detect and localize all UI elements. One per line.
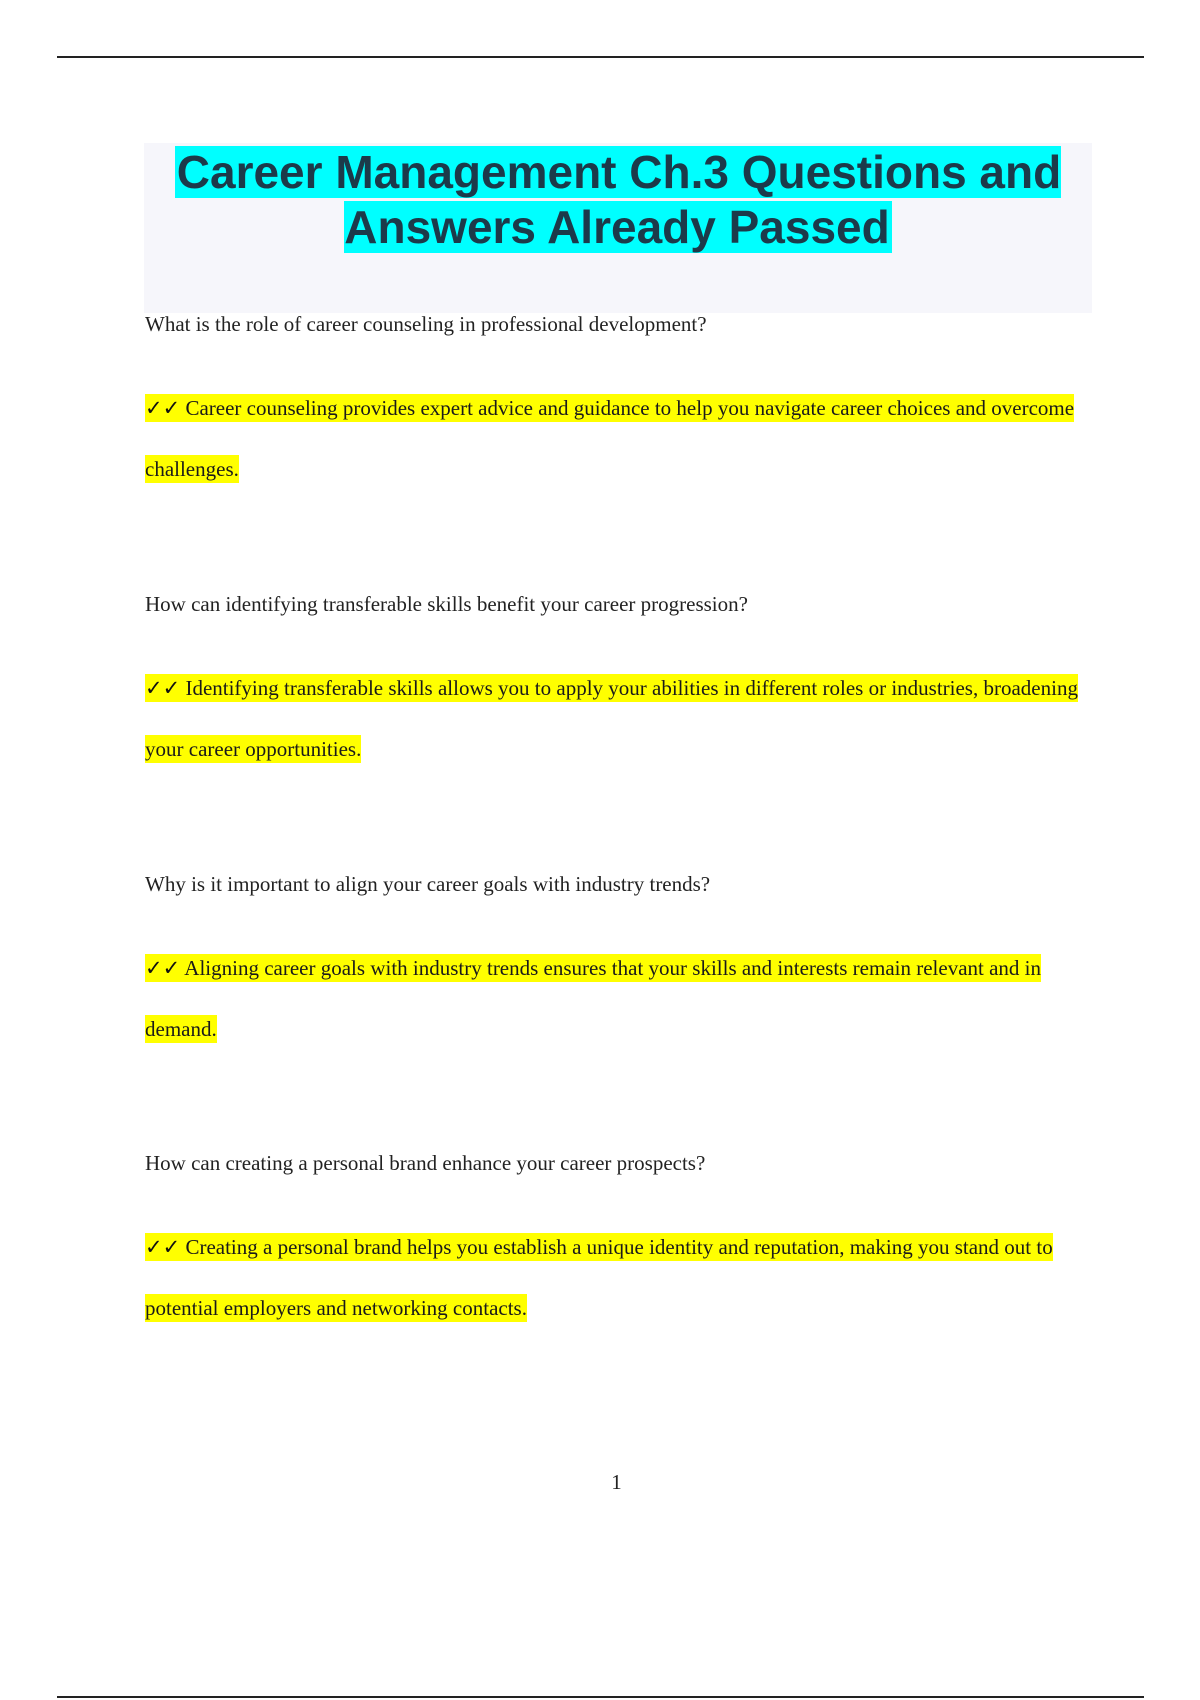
qa-item-4	[145, 1149, 1085, 1339]
check-icon: ✓✓	[145, 396, 181, 420]
answer-4	[145, 1217, 1085, 1339]
question-4: How can creating a personal brand enhance your career prospects?	[145, 1151, 706, 1175]
qa-item-2	[145, 590, 1085, 780]
top-rule	[57, 56, 1144, 58]
page-number: 1	[611, 1470, 622, 1494]
document-title-text: Career Management Ch.3 Questions and Answers Already Passed	[176, 146, 1062, 253]
qa-item-3	[145, 870, 1085, 1060]
qa-item-1	[145, 310, 1085, 500]
answer-3	[145, 938, 1085, 1060]
check-icon: ✓✓	[145, 956, 181, 980]
bottom-rule	[57, 1696, 1144, 1698]
question-1: What is the role of career counseling in professional development?	[145, 312, 707, 336]
question-3: Why is it important to align your career goals with industry trends?	[145, 872, 711, 896]
check-icon: ✓✓	[145, 676, 181, 700]
answer-1	[145, 378, 1085, 500]
answer-1-text: Career counseling provides expert advice and guidance to help you navigate career choices and overcome challenges.	[145, 396, 1075, 481]
answer-3-text: Aligning career goals with industry trends ensures that your skills and interests remain relevant and in demand.	[145, 956, 1042, 1041]
document-title	[144, 145, 1092, 255]
check-icon: ✓✓	[145, 1235, 181, 1259]
answer-2-text: Identifying transferable skills allows you to apply your abilities in different roles or industries, broadening your career opportunities.	[145, 676, 1078, 761]
question-2: How can identifying transferable skills benefit your career progression?	[145, 592, 748, 616]
answer-2	[145, 658, 1085, 780]
answer-4-text: Creating a personal brand helps you establish a unique identity and reputation, making you stand out to potential employers and networking contacts.	[145, 1235, 1053, 1320]
